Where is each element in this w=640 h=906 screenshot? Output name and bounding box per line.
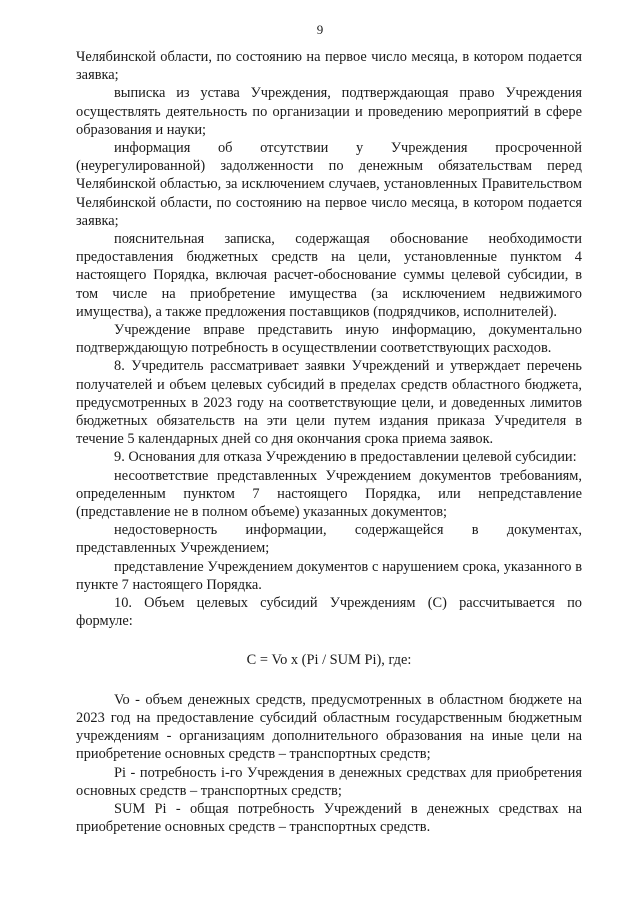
paragraph-debt-information: информация об отсутствии у Учреждения просроченной (неурегулированной) задолженности по денежным обязательствам перед Челябинской областью, за исключением случаев, установленных Правительством Челябинской области, по состоянию на первое число месяца, в котором подается заявка;	[76, 140, 582, 229]
definition-pi: Pi - потребность i-го Учреждения в денежных средствах для приобретения основных средств – транспортных средств;	[76, 764, 582, 799]
paragraph-explanatory-note: пояснительная записка, содержащая обоснование необходимости предоставления бюджетных средств на цели, установленные пунктом 4 настоящего Порядка, включая расчет-обоснование суммы целевой субсидии, в том числе на приобретение имущества (за исключением недвижимого имущества), а также предложения поставщиков (подрядчиков, исполнителей).	[76, 231, 582, 320]
page-number: 9	[316, 22, 324, 37]
paragraph-refusal-mismatch: несоответствие представленных Учреждением документов требованиям, определенным пунктом 7 настоящего Порядка, или непредставление (представление не в полном объеме) указанных документов;	[76, 467, 582, 521]
paragraph-charter-extract: выписка из устава Учреждения, подтверждающая право Учреждения осуществлять деятельность по организации и проведению мероприятий в сфере образования и науки;	[76, 85, 582, 138]
definition-vo: Vo - объем денежных средств, предусмотренных в областном бюджете на 2023 год на предоставление субсидий областным государственным бюджетным учреждениям - организациям дополнительного образования на иные цели на приобретение основных средств – транспортных средств;	[76, 691, 582, 763]
paragraph-refusal-deadline: представление Учреждением документов с нарушением срока, указанного в пункте 7 настоящего Порядка.	[76, 558, 582, 593]
subsidy-formula: С = Vo x (Pi / SUM Pi), где:	[246, 651, 412, 668]
definition-sum-pi: SUM Pi - общая потребность Учреждений в денежных средствах на приобретение основных средств – транспортных средств.	[76, 800, 582, 836]
paragraph-item-8: 8. Учредитель рассматривает заявки Учреждений и утверждает перечень получателей и объем целевых субсидий в пределах средств областного бюджета, предусмотренных в 2023 году на соответствующие цели, и доведенных лимитов бюджетных обязательств на эти цели путем издания приказа Учредителя в течение 5 календарных дней со дня окончания срока приема заявок.	[76, 358, 582, 448]
document-body	[76, 48, 582, 836]
paragraph-item-10: 10. Объем целевых субсидий Учреждениям (С) рассчитывается по формуле:	[76, 595, 582, 630]
paragraph-item-9: 9. Основания для отказа Учреждению в предоставлении целевой субсидии:	[114, 449, 577, 466]
paragraph-other-information: Учреждение вправе представить иную информацию, документально подтверждающую потребность в осуществлении соответствующих расходов.	[76, 322, 582, 357]
paragraph-refusal-inaccuracy: недостоверность информации, содержащейся в документах, представленных Учреждением;	[76, 522, 582, 557]
paragraph-continuation: Челябинской области, по состоянию на первое число месяца, в котором подается заявка;	[76, 49, 582, 84]
